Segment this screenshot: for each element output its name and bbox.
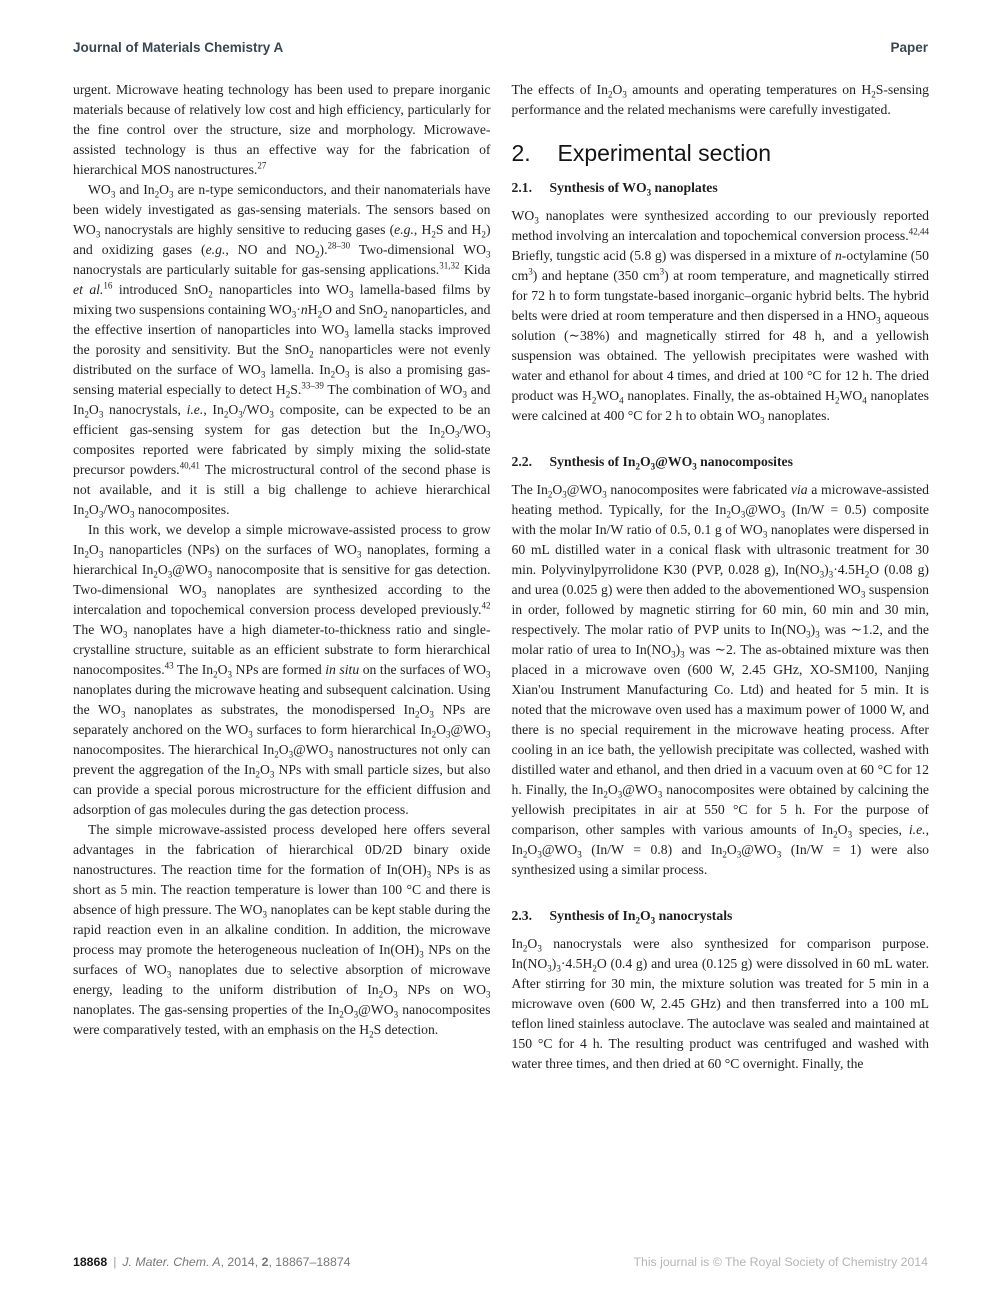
subsection-title: Synthesis of $In_2O_3$ nanocrystals: [549, 908, 733, 926]
paragraph: The simple microwave-assisted process developed here offers several advantages in the fabrication of hierarchical 0D/2D binary oxide nanostructures. The reaction time for the formation of $In(OH)_3$ NPs is as short as 5 min. The reaction temperature is lower than 100 °C and there is absence of high pressure. The $WO_3$ nanoplates can be kept stable during the rapid reaction even in an alkaline condition. In addition, the microwave process may promote the heterogeneous nucleation of $In(OH)_3$ NPs on the surfaces of $WO_3$ nanoplates due to selective absorption of microwave energy, leading to the uniform distribution of $In_2O_3$ NPs on $WO_3$ nanoplates. The gas-sensing properties of the $In_2O_3@WO_3$ nanocomposites were comparatively tested, with an emphasis on the $H_2S$ detection.: [73, 822, 491, 1040]
paragraph: urgent. Microwave heating technology has been used to prepare inorganic materials because of relatively low cost and high efficiency, particularly for the fine control over the structure, size and morphology. Microwave-assisted technology is thus an effective way for the fabrication of hierarchical MOS nanostructures.$^{27}$: [73, 82, 491, 177]
left-column: [73, 80, 491, 1074]
section-title: Experimental section: [557, 140, 771, 166]
paragraph: The effects of $In_2O_3$ amounts and operating temperatures on $H_2S$-sensing performance and the related mechanisms were carefully investigated.: [511, 82, 929, 117]
subsection-title: Synthesis of $In_2O_3@WO_3$ nanocomposites: [549, 454, 793, 472]
paragraph: In this work, we develop a simple microwave-assisted process to grow $In_2O_3$ nanoparticles (NPs) on the surfaces of $WO_3$ nanoplates, forming a hierarchical $In_2O_3@WO_3$ nanocomposite that is sensitive for gas detection. Two-dimensional $WO_3$ nanoplates are synthesized according to the intercalation and topochemical conversion process developed previously.$^{42}$ The $WO_3$ nanoplates have a high diameter-to-thickness ratio and single-crystalline structure, suitable as an efficient substrate to form hierarchical nanocomposites.$^{43}$ The $In_2O_3$ NPs are formed in situ on the surfaces of $WO_3$ nanoplates during the microwave heating and subsequent calcination. Using the $WO_3$ nanoplates as substrates, the monodispersed $In_2O_3$ NPs are separately anchored on the $WO_3$ surfaces to form hierarchical $In_2O_3@WO_3$ nanocomposites. The hierarchical $In_2O_3@WO_3$ nanostructures not only can prevent the aggregation of the $In_2O_3$ NPs with small particle sizes, but also can provide a special porous microstructure for the efficient diffusion and adsorption of gas molecules during the gas detection process.: [73, 522, 491, 817]
footer-citation: [73, 1255, 351, 1269]
page-footer: [73, 1255, 928, 1269]
subsection-2-3: [512, 906, 930, 1074]
subsection-title: Synthesis of $WO_3$ nanoplates: [549, 180, 718, 198]
section-number: 2.: [511, 140, 531, 166]
subsection-2-1: [512, 178, 930, 426]
journal-title: Journal of Materials Chemistry A: [73, 40, 284, 55]
paragraph: $WO_3$ nanoplates were synthesized according to our previously reported method involving an intercalation and topochemical conversion process.$^{42,44}$ Briefly, tungstic acid (5.8 g) was dispersed in a mixture of n-octylamine (50 $cm^3$) and heptane (350 $cm^3$) at room temperature, and magnetically stirred for 72 h to form tungstate-based inorganic–organic hybrid belts. The hybrid belts were dried at room temperature and then dispersed in a $HNO_3$ aqueous solution (∼38%) and magnetically stirred for 48 h, and a yellowish suspension was obtained. The yellowish precipitates were washed with water and ethanol for about 4 times, and dried at 100 °C for 12 h. The dried product was $H_2WO_4$ nanoplates. Finally, the as-obtained $H_2WO_4$ nanoplates were calcined at 400 °C for 2 h to obtain $WO_3$ nanoplates.: [511, 208, 929, 426]
footer-separator: |: [113, 1255, 117, 1269]
journal-reference: J. Mater. Chem. A, 2014, 2, 18867–18874: [122, 1255, 351, 1269]
article-type-label: Paper: [890, 40, 928, 55]
page-number: 18868: [73, 1255, 108, 1269]
body-columns: [73, 80, 929, 1074]
section-heading: [512, 140, 930, 166]
page-header: [73, 40, 928, 55]
subsection-heading: [512, 452, 930, 472]
subsection-heading: [512, 906, 930, 926]
paragraph: $In_2O_3$ nanocrystals were also synthesized for comparison purpose. $In(NO_3)_3\cdot 4.5H_2O$ (0.4 g) and urea (0.125 g) were dissolved in 60 mL water. After stirring for 30 min, the mixture solution was treated for 5 min in a microwave oven (600 W, 2.45 GHz) and then transferred into a 100 mL teflon lined stainless autoclave. The autoclave was sealed and maintained at 150 °C for 4 h. The resulting product was centrifuged and washed with water three times, and then dried at 60 °C overnight. Finally, the: [511, 936, 929, 1071]
paragraph: $WO_3$ and $In_2O_3$ are n-type semiconductors, and their nanomaterials have been widely investigated as gas-sensing materials. The sensors based on $WO_3$ nanocrystals are highly sensitive to reducing gases (e.g., $H_2S$ and $H_2$) and oxidizing gases (e.g., NO and $NO_2).^{28-30}$ Two-dimensional $WO_3$ nanocrystals are particularly suitable for gas-sensing applications.$^{31,32}$ Kida et al.$^{16}$ introduced SnO$_2$ nanoparticles into $WO_3$ lamella-based films by mixing two suspensions containing $WO_3\cdot nH_2O$ and SnO$_2$ nanoparticles, and the effective insertion of nanoparticles into $WO_3$ lamella stacks improved the porosity and sensitivity. But the SnO$_2$ nanoparticles were not evenly distributed on the surface of $WO_3$ lamella. $In_2O_3$ is also a promising gas-sensing material especially to detect $H_2S.^{33-39}$ The combination of $WO_3$ and $In_2O_3$ nanocrystals, i.e., $In_2O_3/WO_3$ composite, can be expected to be an efficient gas-sensing system for gas detection but the $In_2O_3/WO_3$ composites reported were fabricated by simply mixing the solid-state precursor powders.$^{40,41}$ The microstructural control of the second phase is not available, and it is still a big challenge to achieve hierarchical $In_2O_3/WO_3$ nanocomposites.: [73, 182, 491, 520]
subsection-heading: [512, 178, 930, 198]
paragraph: The $In_2O_3@WO_3$ nanocomposites were fabricated via a microwave-assisted heating method. Typically, for the $In_2O_3@WO_3$ (In/W = 0.5) composite with the molar In/W ratio of 0.5, 0.1 g of $WO_3$ nanoplates were dispersed in 60 mL distilled water in a conical flask with ultrasonic treatment for 30 min. Polyvinylpyrrolidone K30 (PVP, 0.028 g), $In(NO_3)_3\cdot 4.5H_2O$ (0.08 g) and urea (0.025 g) were then added to the abovementioned $WO_3$ suspension in order, followed by magnetic stirring for 60 min, 60 min and 30 min, respectively. The molar ratio of PVP units to $In(NO_3)_3$ was ∼1.2, and the molar ratio of urea to $In(NO_3)_3$ was ∼2. The as-obtained mixture was then placed in a microwave oven (600 W, 2.45 GHz, XO-SM100, Nanjing Xian'ou Instrument Manufacturing Co. Ltd) and heated for 5 min. It is noted that the microwave oven used has a maximum power of 1000 W, and there is no special requirement in the microwave heating process. After cooling in an ice bath, the yellowish precipitate was collected, washed with distilled water and ethanol, and then dried in a vacuum oven at 60 °C for 12 h. Finally, the $In_2O_3@WO_3$ nanocomposites were obtained by calcining the yellowish precipitates in air at 550 °C for 5 h. For the purpose of comparison, other samples with various amounts of $In_2O_3$ species, i.e., $In_2O_3@WO_3$ (In/W = 0.8) and $In_2O_3@WO_3$ (In/W = 1) were also synthesized using a similar process.: [511, 482, 930, 877]
copyright-notice: This journal is © The Royal Society of Chemistry 2014: [633, 1255, 928, 1269]
subsection-number: 2.1.: [511, 180, 533, 195]
subsection-number: 2.2.: [511, 454, 533, 469]
subsection-2-2: [512, 452, 930, 880]
right-column: [512, 80, 930, 1074]
subsection-number: 2.3.: [511, 908, 533, 923]
